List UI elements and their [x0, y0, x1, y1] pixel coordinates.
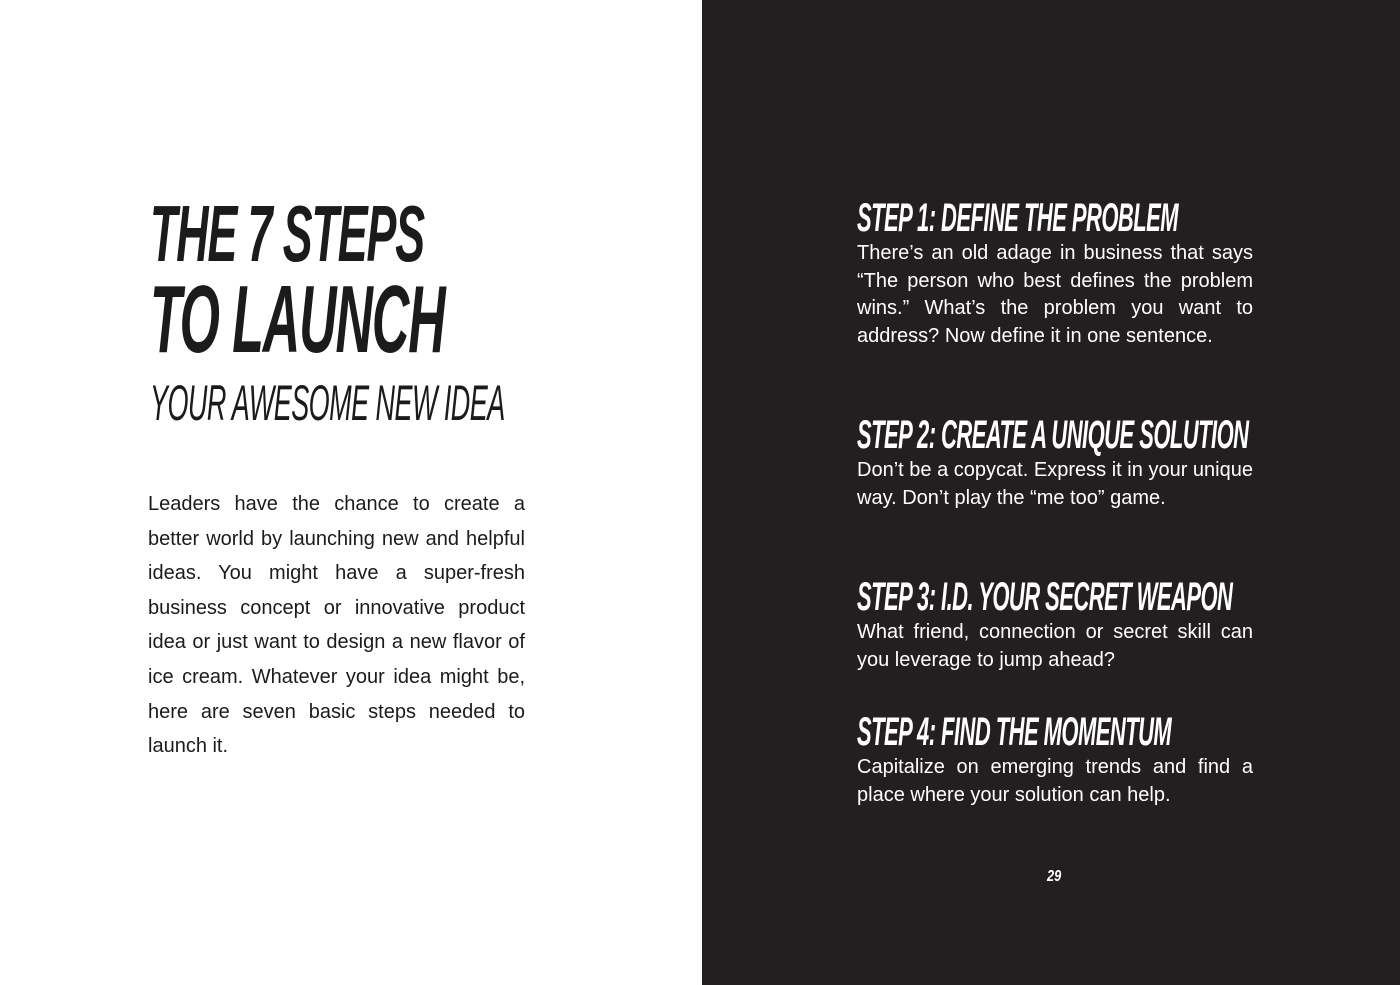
- intro-paragraph: Leaders have the chance to create a better world by launching new and helpful ideas. You might have a super-fresh business concept or innovative product idea or just want to design a new flavor of ice cream. Whatever your idea might be, here are seven basic steps needed to launch it.: [148, 493, 525, 758]
- page-number: 29: [1047, 868, 1062, 885]
- title-line-2: TO LAUNCH: [150, 266, 445, 373]
- step-2-heading: STEP 2: CREATE A UNIQUE SOLUTION: [857, 413, 1249, 457]
- step-3-heading: STEP 3: I.D. YOUR SECRET WEAPON: [857, 575, 1233, 619]
- step-1-heading: STEP 1: DEFINE THE PROBLEM: [857, 196, 1179, 240]
- step-1: [857, 198, 1253, 350]
- step-4-body: Capitalize on emerging trends and find a place where your solution can help.: [857, 756, 1253, 806]
- step-2: [857, 415, 1253, 512]
- step-4-heading: STEP 4: FIND THE MOMENTUM: [857, 710, 1172, 754]
- title-line-1: THE 7 STEPS: [150, 189, 424, 278]
- step-3-body: What friend, connection or secret skill can you leverage to jump ahead?: [857, 621, 1253, 671]
- title-line-3: YOUR AWESOME NEW IDEA: [150, 375, 505, 431]
- step-4: [857, 712, 1253, 809]
- step-1-body: There’s an old adage in business that says “The person who best defines the problem wins.” What’s the problem you want to address? Now define it in one sentence.: [857, 242, 1253, 347]
- step-3: [857, 577, 1253, 674]
- step-2-body: Don’t be a copycat. Express it in your unique way. Don’t play the “me too” game.: [857, 459, 1253, 509]
